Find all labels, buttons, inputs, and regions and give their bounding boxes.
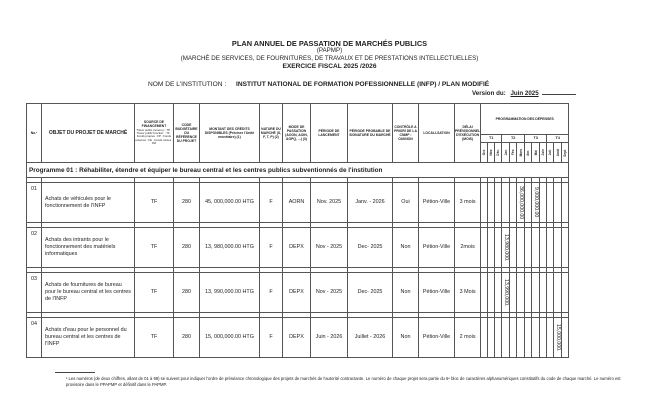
month-label: Oct. <box>482 149 487 156</box>
month-header <box>488 143 495 163</box>
col-code: CODE BUDGÉTAIRE OU RÉFÉRENCE DU PROJET <box>174 104 200 163</box>
col-programmation: PROGRAMMATION DES DÉPENSES <box>481 104 569 135</box>
lancement-cell: Nov - 2025 <box>311 273 348 313</box>
mode-cell: DEPX <box>283 228 311 268</box>
table-row <box>27 183 569 223</box>
objet-cell: Achats des intrants pour le fonctionnement des matériels informatiques <box>42 228 135 268</box>
localisation-cell: Pétion-Ville <box>419 273 455 313</box>
program-amount: 36,000,000.00 <box>518 185 525 220</box>
month-header <box>517 143 525 163</box>
col-montant: MONTANT DES CRÉDITS DISPONIBLES (Préciser l'Unité monétaire) (1) <box>200 104 260 163</box>
month-cell <box>488 318 495 358</box>
signature-cell: Juillet - 2026 <box>348 318 393 358</box>
month-header <box>540 143 547 163</box>
code-cell: 280 <box>174 273 200 313</box>
col-source-label: SOURCE DE FINANCEMENT <box>141 120 167 129</box>
controle-cell: Non <box>393 273 419 313</box>
month-cell <box>554 228 562 268</box>
month-header <box>562 143 569 163</box>
month-cell <box>502 273 510 313</box>
month-cell <box>540 318 547 358</box>
month-header <box>525 143 532 163</box>
month-cell <box>488 273 495 313</box>
month-label: Fév. <box>511 149 516 156</box>
montant-cell: 15, 000,000.00 HTG <box>200 318 260 358</box>
row-number: 03 <box>27 273 42 313</box>
row-number: 04 <box>27 318 42 358</box>
month-cell <box>547 273 554 313</box>
month-cell <box>495 183 502 223</box>
institution-label: NOM DE L'INSTITUTION : <box>148 81 227 88</box>
month-header <box>502 143 510 163</box>
col-objet: OBJET DU PROJET DE MARCHÉ <box>42 104 135 163</box>
month-cell <box>554 273 562 313</box>
quarter-header: T1 <box>481 135 502 143</box>
col-mode: MODE DE PASSATION (AOON, AOIN, AOPQ, ...) (3) <box>283 104 311 163</box>
month-cell <box>517 228 525 268</box>
month-cell <box>540 228 547 268</box>
month-label: Juil. <box>548 149 553 156</box>
objet-cell: Achats de véhicules pour le fonctionnement de l'INFP <box>42 183 135 223</box>
col-periode-lancement: PÉRIODE DE LANCEMENT <box>311 104 348 163</box>
month-cell <box>547 318 554 358</box>
month-cell <box>481 318 488 358</box>
month-cell <box>517 273 525 313</box>
controle-cell: Non <box>393 318 419 358</box>
localisation-cell: Pétion-Ville <box>419 228 455 268</box>
month-cell <box>547 183 554 223</box>
month-header <box>495 143 502 163</box>
col-delai: DÉLAI PRÉVISIONNEL D'EXÉCUTION (MOIS) <box>455 104 481 163</box>
month-cell <box>532 273 540 313</box>
month-cell <box>481 183 488 223</box>
source-cell: TF <box>135 273 174 313</box>
month-cell <box>532 228 540 268</box>
month-cell <box>481 273 488 313</box>
version-date: Juin 2025 <box>510 90 539 97</box>
nature-cell: F <box>260 228 283 268</box>
month-cell <box>525 228 532 268</box>
month-cell <box>481 228 488 268</box>
col-nature: NATURE DU MARCHÉ (S, F, T, P) (2) <box>260 104 283 163</box>
institution-name: INSTITUT NATIONAL DE FORMATION POFESSIONNELLE (INFP) / PLAN MODIFIÉ <box>236 81 490 88</box>
month-cell <box>502 228 510 268</box>
col-source <box>135 104 174 163</box>
table-row <box>27 228 569 268</box>
nature-cell: F <box>260 273 283 313</box>
table-row <box>27 273 569 313</box>
montant-cell: 45, 000,000.00 HTG <box>200 183 260 223</box>
delai-cell: 2 mois <box>455 318 481 358</box>
source-cell: TF <box>135 228 174 268</box>
month-label: Nov. <box>489 149 494 156</box>
month-header <box>481 143 488 163</box>
month-cell <box>525 183 532 223</box>
month-cell <box>562 318 569 358</box>
signature-cell: Dec- 2025 <box>348 228 393 268</box>
month-cell <box>540 273 547 313</box>
code-cell: 280 <box>174 183 200 223</box>
document-title: PLAN ANNUEL DE PASSATION DE MARCHÉS PUBLICS <box>231 39 428 48</box>
month-label: Déc. <box>496 149 501 156</box>
nature-cell: F <box>260 183 283 223</box>
localisation-cell: Pétion-Ville <box>419 183 455 223</box>
program-amount: 15,000,000. <box>555 323 562 352</box>
procurement-plan-table <box>26 103 569 358</box>
fiscal-year: EXERCICE FISCAL 2025 /2026 <box>282 63 377 70</box>
month-cell <box>488 228 495 268</box>
month-cell <box>502 183 510 223</box>
month-label: Mars <box>518 148 523 157</box>
objet-cell: Achats d'eau pour le personnel du bureau central et les centres de l'INFP <box>42 318 135 358</box>
month-label: Août <box>555 148 560 157</box>
program-title: Programme 01 : Réhabiliter, étendre et équiper le bureau central et les centres publics subventionnés de l'institution <box>27 163 569 178</box>
mode-cell: DEPX <box>283 318 311 358</box>
quarter-header: T3 <box>525 135 547 143</box>
source-cell: TF <box>135 318 174 358</box>
month-cell <box>562 273 569 313</box>
table-row <box>27 318 569 358</box>
lancement-cell: Juin - 2026 <box>311 318 348 358</box>
month-cell <box>554 318 562 358</box>
footnote-rule <box>55 372 95 373</box>
month-cell <box>495 318 502 358</box>
col-controle: CONTRÔLE A PRIORI DE LA CNMP : OUI/NON <box>393 104 419 163</box>
month-label: Mai <box>533 149 538 156</box>
month-cell <box>554 183 562 223</box>
code-cell: 280 <box>174 318 200 358</box>
program-amount: 9,000,000.00 <box>533 187 540 218</box>
quarter-header: T2 <box>502 135 525 143</box>
month-cell <box>510 183 517 223</box>
month-label: Juin <box>541 149 546 156</box>
version-underline <box>542 94 576 95</box>
month-cell <box>517 318 525 358</box>
month-cell <box>495 228 502 268</box>
mode-cell: AORN <box>283 183 311 223</box>
institution-line <box>148 81 489 88</box>
version-line <box>472 90 576 97</box>
month-header <box>554 143 562 163</box>
montant-cell: 13, 990,000.00 HTG <box>200 273 260 313</box>
month-cell <box>532 318 540 358</box>
month-cell <box>510 318 517 358</box>
localisation-cell: Pétion-Ville <box>419 318 455 358</box>
col-localisation: LOCALI-SATION <box>419 104 455 163</box>
montant-cell: 13, 980,000.00 HTG <box>200 228 260 268</box>
col-periode-signature: PÉRIODE PROBABLE DE SIGNATURE DU MARCHÉ <box>348 104 393 163</box>
month-cell <box>540 183 547 223</box>
row-number: 01 <box>27 183 42 223</box>
month-cell <box>532 183 540 223</box>
month-cell <box>510 228 517 268</box>
mode-cell: DEPX <box>283 273 311 313</box>
code-cell: 280 <box>174 228 200 268</box>
col-source-note: Trésor public (revenu.) : TP · Trésor public fonction. : TF · Fonds propres : FP · Fonds externes : FE · Fonds mixtes : FM <box>135 127 173 146</box>
controle-cell: Oui <box>393 183 419 223</box>
month-cell <box>517 183 525 223</box>
delai-cell: 3 mois <box>455 183 481 223</box>
document-subtitle: (MARCHÉ DE SERVICES, DE FOURNITURES, DE TRAVAUX ET DE PRESTATIONS INTELLECTUELLES) <box>180 55 479 62</box>
version-label: Version du: <box>472 90 506 97</box>
row-number: 02 <box>27 228 42 268</box>
month-label: Sept. <box>563 148 568 157</box>
month-header <box>547 143 554 163</box>
program-amount: 13,980,000. <box>503 233 510 262</box>
month-cell <box>562 228 569 268</box>
signature-cell: Janv. - 2026 <box>348 183 393 223</box>
month-cell <box>562 183 569 223</box>
footnote: ¹ Les numéros (de deux chiffres, allant de 01 à 99) se suivent pour indiquer l'ordre de préséance chronologique des projets de marchés de l'autorité contractante. Le numéro de chaque projet sera partie du 6ᵉ bloc de caractères alphanumériques constitutifs du code de chaque marché. Le numéro est provisoire dans le PPAPMP et définitif dans le PAPMP. <box>66 376 621 387</box>
month-cell <box>525 273 532 313</box>
lancement-cell: Nov. 2025 <box>311 183 348 223</box>
month-header <box>532 143 540 163</box>
month-cell <box>510 273 517 313</box>
quarter-header: T4 <box>547 135 569 143</box>
month-cell <box>502 318 510 358</box>
nature-cell: F <box>260 318 283 358</box>
objet-cell: Achats de fournitures de bureau pour le bureau central et les centres de l'INFP <box>42 273 135 313</box>
lancement-cell: Nov - 2025 <box>311 228 348 268</box>
delai-cell: 2mois <box>455 228 481 268</box>
program-amount: 13,990,000. <box>503 278 510 307</box>
month-cell <box>488 183 495 223</box>
delai-cell: 3 Mois <box>455 273 481 313</box>
month-label: Avr. <box>526 149 531 156</box>
month-cell <box>495 273 502 313</box>
controle-cell: Non <box>393 228 419 268</box>
signature-cell: Dec- 2025 <box>348 273 393 313</box>
month-header <box>510 143 517 163</box>
month-cell <box>525 318 532 358</box>
month-label: Jan. <box>503 149 508 156</box>
col-no: No.¹ <box>27 104 42 163</box>
month-cell <box>547 228 554 268</box>
source-cell: TF <box>135 183 174 223</box>
document-acronym: (PAPMP) <box>316 47 343 54</box>
